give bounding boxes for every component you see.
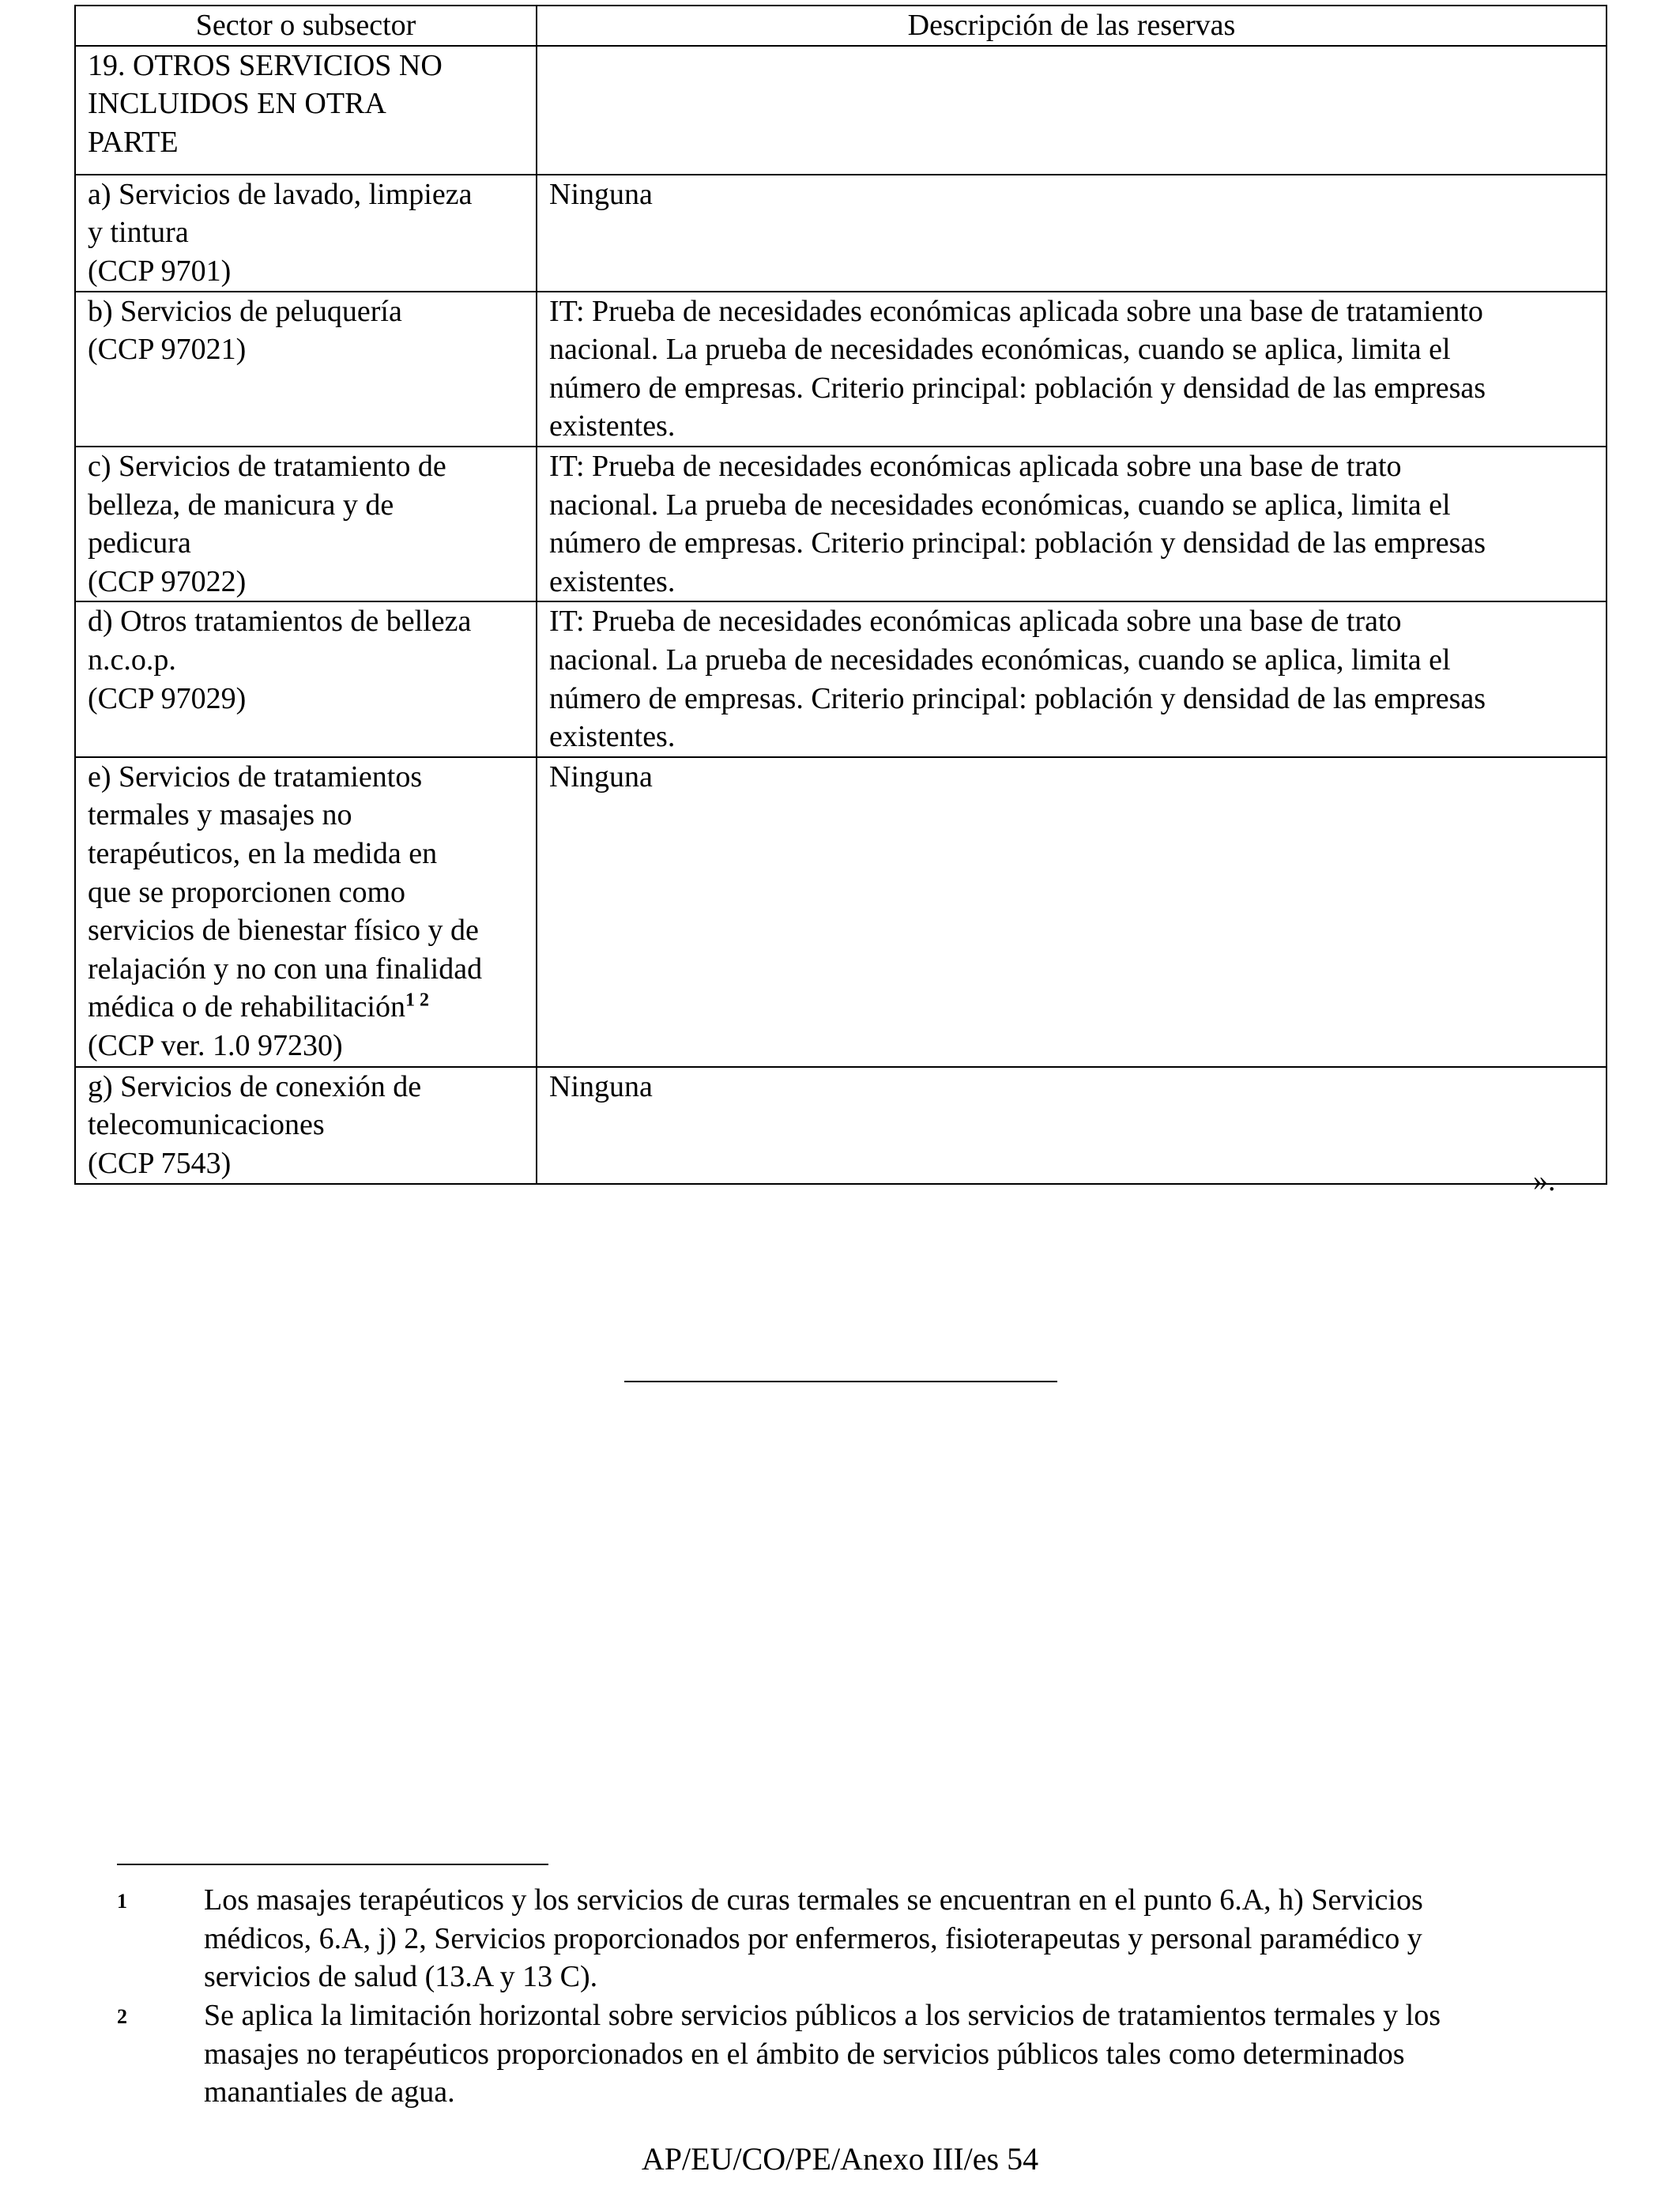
table-row [75,46,1607,175]
table-row [75,447,1607,601]
description-cell: IT: Prueba de necesidades económicas aplicada sobre una base de trato nacional. La prueba de necesidades económicas, cuando se aplica, limita el número de empresas. Criterio principal: población y densidad de las empresas existentes. [537,601,1607,756]
sector-cell: d) Otros tratamientos de belleza n.c.o.p. (CCP 97029) [75,601,537,756]
sector-cell [75,757,537,1067]
description-cell: IT: Prueba de necesidades económicas aplicada sobre una base de tratamiento nacional. La prueba de necesidades económicas, cuando se aplica, limita el número de empresas. Criterio principal: población y densidad de las empresas existentes. [537,292,1607,447]
footnote-number: 2 [117,2005,127,2028]
sector-code: (CCP ver. 1.0 97230) [88,1028,343,1062]
footnote-text: Los masajes terapéuticos y los servicios de curas termales se encuentran en el punto 6.A, h) Servicios médicos, 6.A, j) 2, Servicios proporcionados por enfermeros, fisioterapeutas y personal paramédico y servicios de salud (13.A y 13 C). [204,1883,1423,1994]
sector-cell: g) Servicios de conexión de telecomunicaciones (CCP 7543) [75,1067,537,1184]
header-sector: Sector o subsector [75,6,537,46]
footnote-rule [117,1864,548,1865]
description-cell [537,46,1607,175]
sector-cell: a) Servicios de lavado, limpieza y tintura (CCP 9701) [75,175,537,292]
description-cell: IT: Prueba de necesidades económicas aplicada sobre una base de trato nacional. La prueba de necesidades económicas, cuando se aplica, limita el número de empresas. Criterio principal: población y densidad de las empresas existentes. [537,447,1607,601]
description-cell: Ninguna [537,175,1607,292]
separator-line [624,1381,1057,1382]
description-cell: Ninguna [537,1067,1607,1184]
footnote-1 [117,1881,1579,1996]
footnote-2 [117,1996,1579,2112]
closing-quote: ». [1533,1164,1556,1197]
table-header-row [75,6,1607,46]
reservations-table [74,5,1607,1185]
table-row [75,1067,1607,1184]
footnote-reference[interactable]: 1 2 [405,990,429,1011]
sector-text: e) Servicios de tratamientos termales y masajes no terapéuticos, en la medida en que se proporcionen como servicios de bienestar físico y de relajación y no con una finalidad médica o de rehabilitación [88,760,483,1024]
sector-cell: c) Servicios de tratamiento de belleza, de manicura y de pedicura (CCP 97022) [75,447,537,601]
table-row [75,175,1607,292]
header-description: Descripción de las reservas [537,6,1607,46]
description-cell: Ninguna [537,757,1607,1067]
table-row [75,601,1607,756]
table-row [75,757,1607,1067]
sector-cell: 19. OTROS SERVICIOS NO INCLUIDOS EN OTRA PARTE [75,46,537,175]
page-identifier: AP/EU/CO/PE/Anexo III/es 54 [641,2141,1039,2177]
footnote-number: 1 [117,1890,127,1913]
sector-cell: b) Servicios de peluquería (CCP 97021) [75,292,537,447]
footnote-text: Se aplica la limitación horizontal sobre servicios públicos a los servicios de tratamientos termales y los masajes no terapéuticos proporcionados en el ámbito de servicios públicos tales como determinados manantiales de agua. [204,1999,1441,2109]
table-row [75,292,1607,447]
